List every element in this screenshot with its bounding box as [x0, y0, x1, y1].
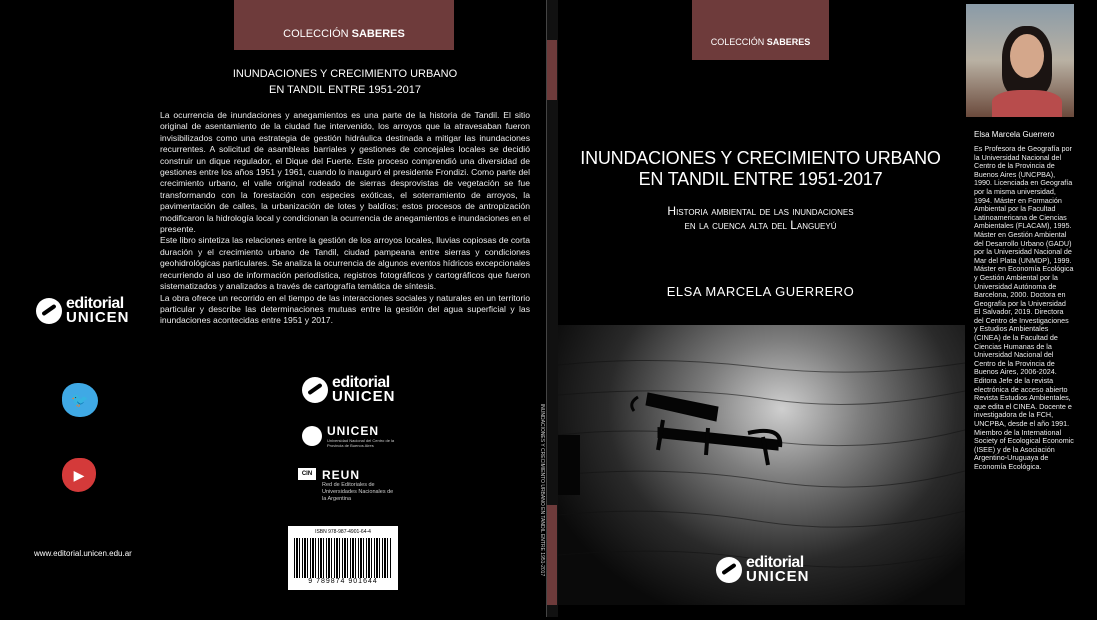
- collection-name: SABERES: [351, 28, 405, 40]
- reun-name: REUN: [322, 468, 361, 482]
- unicen-name: UNICEN: [327, 424, 380, 438]
- logo-line2: UNICEN: [66, 309, 130, 326]
- unicen-subtitle: Universidad Nacional del Centro de la Provincia de Buenos Aires: [327, 438, 395, 448]
- front-title: [568, 148, 953, 190]
- back-title-line1: INUNDACIONES Y CRECIMIENTO URBANO: [232, 68, 458, 80]
- front-collection-banner: [692, 0, 829, 60]
- logo-line1: editorial: [746, 554, 804, 571]
- front-author: ELSA MARCELA GUERRERO: [666, 284, 855, 299]
- spine-bottom-band: [547, 505, 557, 605]
- flap-author-bio: Es Profesora de Geografía por la Universidad Nacional del Centro de la Provincia de Buenos Aires (UNCPBA), 1990. Licenciada en Geografía por la misma universidad, 1994. Máster en Formación Ambiental por la Facultad Latinoamericana de Ciencias Ambientales (FLACAM), 1995. Máster en Gestión Ambiental del Desarrollo Urbano (GADU) por la Universidad Nacional de Mar del Plata (UNMDP), 1999. Máster en Economía Ecológica y Gestión Ambiental por la Universidad Autónoma de Barcelona, 2000. Doctora en Geografía por la Universidad El Salvador, 2019. Directora del Centro de Investigaciones y Estudios Ambientales (CINEA) de la Facultad de Ciencias Humanas de la Universidad Nacional del Centro de la Provincia de Buenos Aires, 2006-2024. Editora Jefe de la revista electrónica de acceso abierto Revista Estudios Ambientales, que edita el CINEA. Docente e investigadora de la FCH, UNCPBA, desde el año 1991. Miembro de la International Society of Ecological Economic (ISEE) y de la Asociación Argentino-Uruguaya de Economía Ecológica.: [974, 144, 1074, 471]
- front-subtitle-line1: Historia ambiental de las inundaciones: [667, 204, 854, 218]
- logo-line1: editorial: [332, 374, 390, 391]
- cin-box: CIN: [298, 468, 316, 480]
- editorial-mark-icon: [302, 377, 328, 403]
- editorial-unicen-logo-center: [302, 376, 396, 404]
- blurb-paragraph: La obra ofrece un recorrido en el tiempo de las interacciones sociales y naturales en un territorio particular y describe las determinaciones mutuas entre la gestión del agua superficial y las inundaciones acontecidas entre 1951 y 2017.: [160, 292, 530, 326]
- reun-subtitle: Red de Editoriales de Universidades Nacionales de la Argentina: [322, 482, 394, 502]
- author-photo: [966, 4, 1074, 117]
- reun-logo: [298, 468, 398, 503]
- bench-silhouette: [632, 393, 780, 465]
- website-link[interactable]: www.editorial.unicen.edu.ar: [34, 549, 132, 558]
- editorial-mark-icon: [716, 557, 742, 583]
- isbn-text: ISBN 978-987-4901-64-4: [315, 529, 371, 535]
- back-title: [160, 66, 530, 98]
- spine-title-text: INUNDACIONES Y CRECIMIENTO URBANO EN TANDIL ENTRE 1951-2017: [539, 403, 545, 577]
- front-title-line2: EN TANDIL ENTRE 1951-2017: [638, 169, 883, 189]
- collection-prefix: COLECCIÓN: [283, 28, 352, 40]
- isbn-barcode: [288, 526, 398, 590]
- logo-line2: UNICEN: [332, 388, 396, 405]
- editorial-unicen-logo: [36, 297, 130, 325]
- barcode-number: 9 789874 901644: [308, 578, 378, 585]
- barcode-bars: [294, 538, 392, 578]
- collection-prefix: COLECCIÓN: [710, 37, 767, 47]
- front-subtitle: [568, 204, 953, 232]
- back-title-line2: EN TANDIL ENTRE 1951-2017: [268, 84, 422, 96]
- editorial-mark-icon: [36, 298, 62, 324]
- logo-line2: UNICEN: [746, 568, 810, 585]
- back-blurb: [160, 110, 530, 327]
- blurb-paragraph: Este libro sintetiza las relaciones entre la gestión de los arroyos locales, lluvias copiosas de corta duración y el crecimiento urbano de Tandil, ciudad pampeana entre sierras y condiciones geohidrológicas particulares. Se analiza la ocurrencia de algunos eventos hídricos excepcionales recurriendo al uso de información periodística, registros fotográficos y cartográficos que fueron sistematizados y analizados a través de cartografía temática de síntesis.: [160, 235, 530, 292]
- collection-name: SABERES: [766, 37, 811, 47]
- spine-title: [539, 230, 559, 577]
- front-title-line1: INUNDACIONES Y CRECIMIENTO URBANO: [580, 148, 941, 168]
- unicen-university-logo: [302, 424, 397, 448]
- front-subtitle-line2: en la cuenca alta del Langueyú: [684, 218, 837, 232]
- blurb-paragraph: La ocurrencia de inundaciones y anegamientos es una parte de la historia de Tandil. El sitio original de asentamiento de la ciudad fue intervenido, los arroyos que la atravesaban fueron invisibilizados como una estrategia de gestión hidráulica destinada a mitigar las inundaciones recurrentes. A solicitud de asambleas barriales y gestiones de concejales locales se decidió construir un dique regulador, el Dique del Fuerte. Este proceso comprendió una diversidad de gestiones entre los años 1951 y 1961, cuando lo inauguró el presidente Frondizi. Como parte del crecimiento urbano, el valle original rodeado de sierras desprovistas de vegetación se fue transformando con la forestación con especies exóticas, el soterramiento de arroyos, la pavimentación de calles, la urbanización de lotes y baldíos; estos procesos de antropización modificaron la hidrología local y condicionan la ocurrencia de anegamientos e inundaciones en el presente.: [160, 110, 530, 235]
- editorial-unicen-logo-front: [716, 556, 810, 584]
- spine-top-band: [547, 40, 557, 100]
- logo-line1: editorial: [66, 295, 124, 312]
- back-collection-banner: [234, 0, 454, 50]
- youtube-icon[interactable]: ▶: [62, 458, 96, 492]
- university-seal-icon: [302, 426, 322, 446]
- flap-author-name: Elsa Marcela Guerrero: [974, 130, 1055, 139]
- twitter-icon[interactable]: 🐦: [62, 383, 98, 417]
